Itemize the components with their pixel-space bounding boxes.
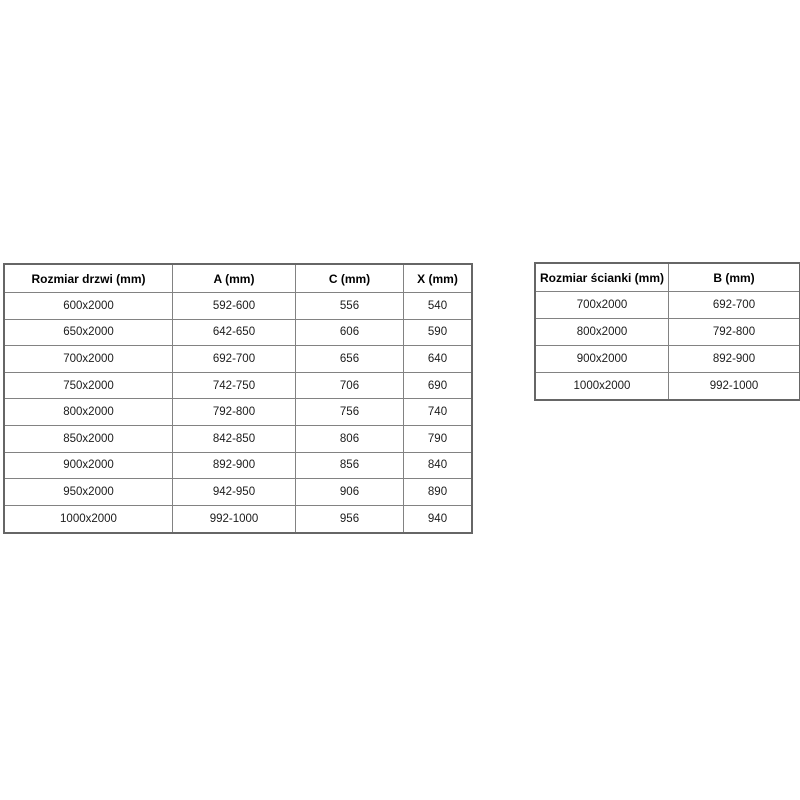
table-row: [4, 319, 472, 346]
table-cell: 906: [296, 479, 404, 506]
table-cell: 700x2000: [535, 292, 669, 319]
column-header: C (mm): [296, 264, 404, 293]
table-row: [535, 345, 800, 372]
table-cell: 692-700: [173, 346, 296, 373]
table-cell: 650x2000: [4, 319, 173, 346]
header-row: [535, 263, 800, 292]
column-header: X (mm): [404, 264, 473, 293]
table-cell: 590: [404, 319, 473, 346]
table-cell: 692-700: [669, 292, 800, 319]
column-header: Rozmiar ścianki (mm): [535, 263, 669, 292]
wall-panel-sizes-table: [534, 262, 800, 401]
table-row: [4, 346, 472, 373]
table-cell: 606: [296, 319, 404, 346]
table-cell: 600x2000: [4, 293, 173, 320]
table-cell: 656: [296, 346, 404, 373]
table-cell: 1000x2000: [535, 372, 669, 400]
table-cell: 950x2000: [4, 479, 173, 506]
column-header: Rozmiar drzwi (mm): [4, 264, 173, 293]
table-cell: 890: [404, 479, 473, 506]
table-cell: 706: [296, 372, 404, 399]
table-cell: 740: [404, 399, 473, 426]
table-cell: 806: [296, 425, 404, 452]
column-header: B (mm): [669, 263, 800, 292]
table-row: [535, 318, 800, 345]
table-cell: 900x2000: [4, 452, 173, 479]
table-cell: 792-800: [669, 318, 800, 345]
table-cell: 800x2000: [4, 399, 173, 426]
table-cell: 992-1000: [669, 372, 800, 400]
table-cell: 756: [296, 399, 404, 426]
table-cell: 792-800: [173, 399, 296, 426]
table-cell: 942-950: [173, 479, 296, 506]
table-cell: 540: [404, 293, 473, 320]
table-cell: 742-750: [173, 372, 296, 399]
table-cell: 992-1000: [173, 505, 296, 533]
table-cell: 940: [404, 505, 473, 533]
table-cell: 556: [296, 293, 404, 320]
table-cell: 790: [404, 425, 473, 452]
table-cell: 640: [404, 346, 473, 373]
table-row: [4, 452, 472, 479]
table-cell: 800x2000: [535, 318, 669, 345]
header-row: [4, 264, 472, 293]
table-cell: 856: [296, 452, 404, 479]
table-cell: 690: [404, 372, 473, 399]
table-row: [535, 372, 800, 400]
table-cell: 642-650: [173, 319, 296, 346]
table-cell: 1000x2000: [4, 505, 173, 533]
door-sizes-table: [3, 263, 473, 534]
table-cell: 592-600: [173, 293, 296, 320]
column-header: A (mm): [173, 264, 296, 293]
table-row: [4, 479, 472, 506]
table-row: [4, 425, 472, 452]
table-cell: 850x2000: [4, 425, 173, 452]
table-row: [4, 293, 472, 320]
table-cell: 750x2000: [4, 372, 173, 399]
table-cell: 892-900: [669, 345, 800, 372]
table-cell: 700x2000: [4, 346, 173, 373]
table-cell: 892-900: [173, 452, 296, 479]
table-row: [4, 505, 472, 533]
table-cell: 956: [296, 505, 404, 533]
table-row: [535, 292, 800, 319]
table-row: [4, 372, 472, 399]
table-row: [4, 399, 472, 426]
table-cell: 842-850: [173, 425, 296, 452]
table-cell: 840: [404, 452, 473, 479]
table-cell: 900x2000: [535, 345, 669, 372]
